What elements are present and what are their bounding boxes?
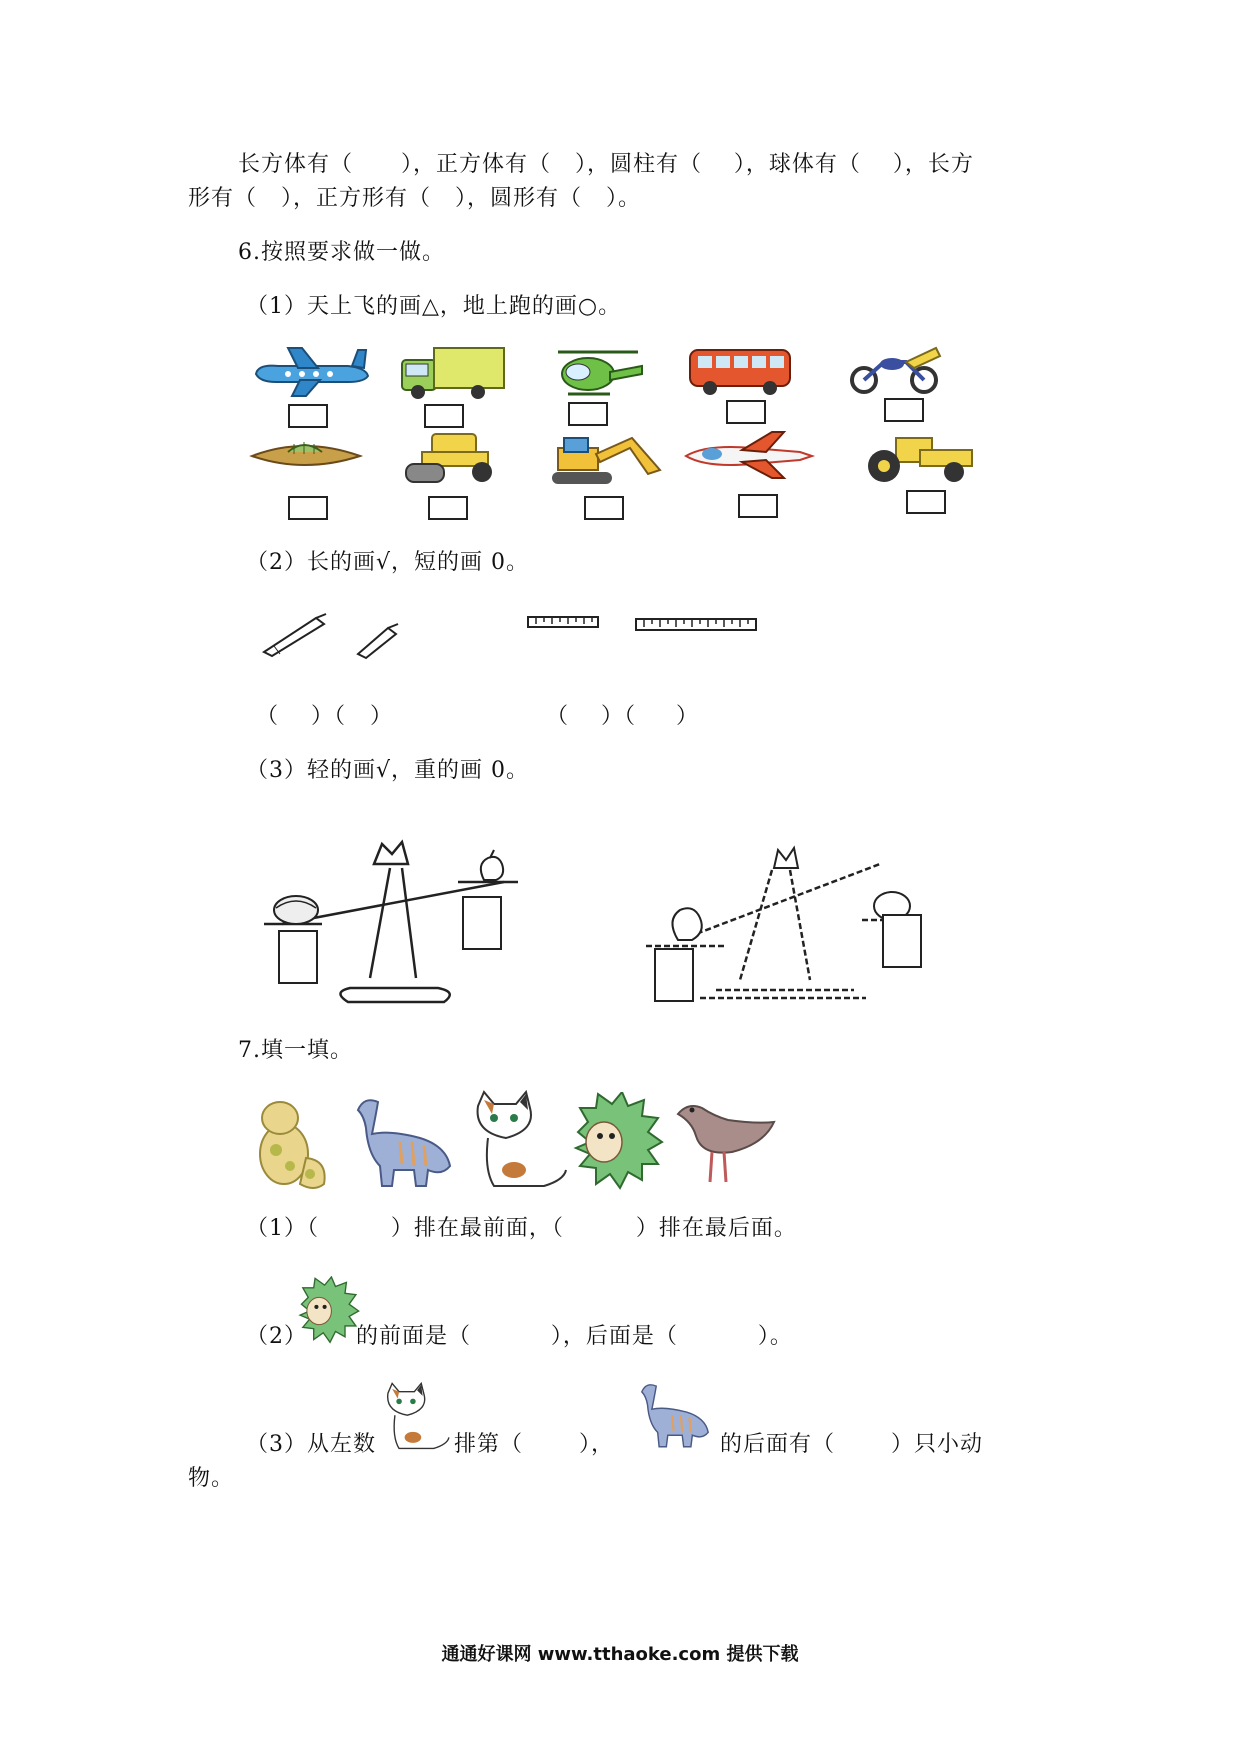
answer-box-bus[interactable] (726, 400, 766, 424)
answer-box-airplane[interactable] (288, 404, 328, 428)
bus-icon (686, 346, 794, 398)
hedgehog-icon (296, 1276, 360, 1346)
answer-box-motorcycle[interactable] (884, 398, 924, 422)
answer-box-pineapple-side[interactable] (882, 914, 922, 968)
answer-box-jet-plane[interactable] (738, 494, 778, 518)
bird-icon (672, 1096, 778, 1188)
short-ruler-icon (526, 614, 600, 632)
q7-part3-tail: 物。 (188, 1466, 235, 1491)
airplane-icon (248, 342, 372, 400)
jet-plane-icon (682, 428, 816, 482)
q7-part3-label: （3）从左数 (246, 1432, 376, 1457)
answer-box-apple-side-2[interactable] (654, 948, 694, 1002)
answer-box-road-roller[interactable] (428, 496, 468, 520)
q7-part2-text[interactable]: 的前面是（ ），后面是（ ）。 (356, 1324, 793, 1349)
q6-part3-instruction: （3）轻的画√，重的画 0。 (246, 758, 530, 783)
answer-box-apple-side[interactable] (462, 896, 502, 950)
answer-box-tractor[interactable] (906, 490, 946, 514)
helicopter-icon (550, 344, 646, 400)
short-pencil-icon (354, 622, 402, 660)
answer-box-helicopter[interactable] (568, 402, 608, 426)
excavator-icon (548, 434, 666, 488)
q7-part3-position[interactable]: 排第（ ）， (454, 1432, 614, 1457)
answer-box-watermelon-side[interactable] (278, 930, 318, 984)
q6-part2-blanks-rulers[interactable]: （ ）（ ） (546, 704, 699, 729)
dog-icon (250, 1096, 334, 1194)
answer-box-boat[interactable] (288, 496, 328, 520)
road-roller-icon (402, 430, 506, 486)
q7-part3-behind[interactable]: 的后面有（ ）只小动 (720, 1432, 983, 1457)
tractor-icon (860, 432, 976, 484)
motorcycle-icon (844, 342, 944, 394)
truck-icon (398, 342, 508, 402)
q6-part1-instruction: （1）天上飞的画△，地上跑的画○。 (246, 294, 622, 319)
q5-line2: 形有（ ），正方形有（ ），圆形有（ ）。 (188, 186, 641, 211)
q7-title: 7.填一填。 (238, 1038, 353, 1063)
cat-icon (376, 1382, 454, 1454)
q6-part2-blanks-pencils[interactable]: （ ）（ ） (256, 704, 393, 729)
q7-part1[interactable]: （1）（ ）排在最前面，（ ）排在最后面。 (246, 1216, 797, 1241)
long-pencil-icon (260, 612, 330, 658)
answer-box-excavator[interactable] (584, 496, 624, 520)
long-ruler-icon (634, 616, 758, 636)
q5-line1: 长方体有（ ），正方体有（ ），圆柱有（ ），球体有（ ），长方 (238, 152, 974, 177)
dinosaur-icon (350, 1094, 458, 1190)
q6-title: 6.按照要求做一做。 (238, 240, 445, 265)
page-footer: 通通好课网 www.tthaoke.com 提供下载 (441, 1644, 799, 1665)
boat-icon (248, 430, 364, 480)
answer-box-truck[interactable] (424, 404, 464, 428)
q6-part2-instruction: （2）长的画√，短的画 0。 (246, 550, 530, 575)
cat-icon (464, 1090, 570, 1194)
hedgehog-icon (570, 1092, 664, 1192)
q7-part2-label: （2） (246, 1324, 307, 1349)
dinosaur-icon (636, 1380, 714, 1450)
